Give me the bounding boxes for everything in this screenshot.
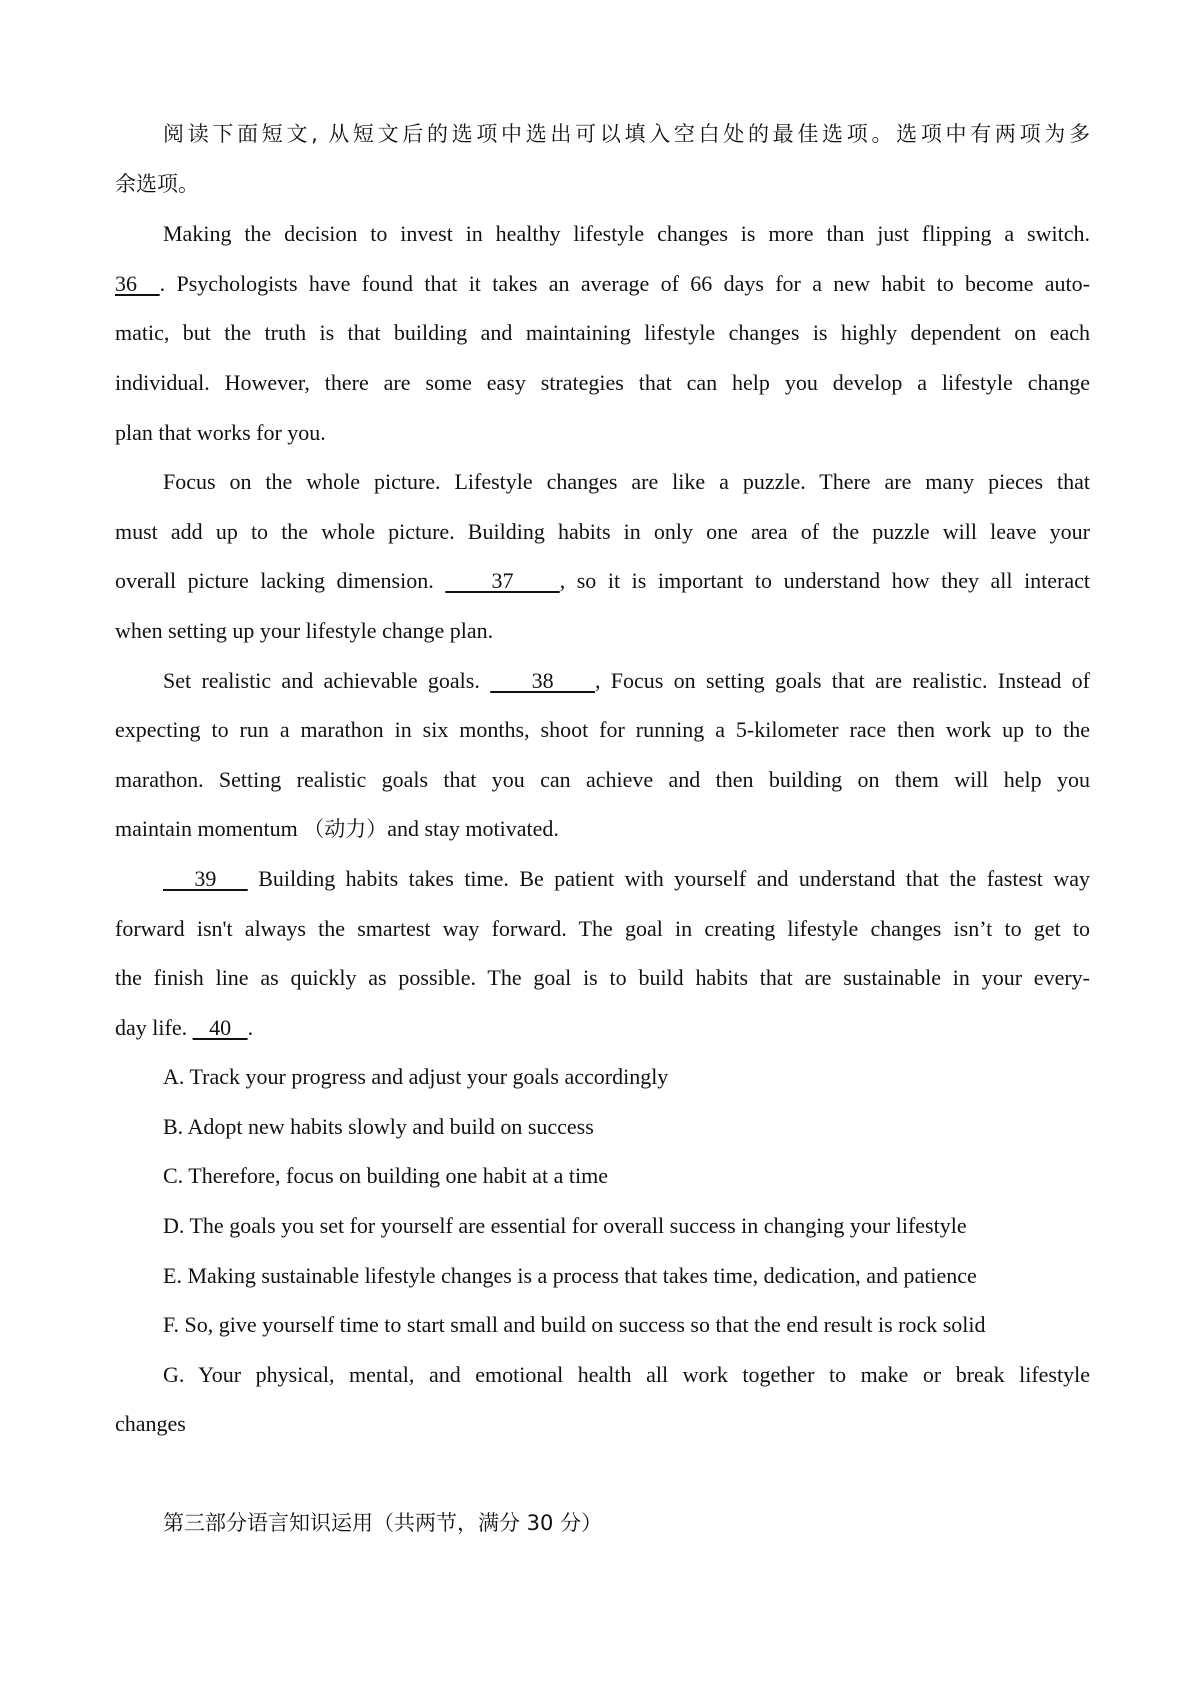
p2-line-3 [115, 556, 1090, 606]
p1-line-3: matic, but the truth is that building and maintaining lifestyle changes is highly dependent on each [115, 320, 1090, 346]
option-a: A. Track your progress and adjust your goals accordingly [163, 1064, 669, 1090]
p3-line-1b: , Focus on setting goals that are realistic. Instead of [594, 667, 1090, 693]
p3-line-2: expecting to run a marathon in six months, shoot for running a 5-kilometer race then work up to the [115, 717, 1090, 743]
p1-line-5: plan that works for you. [115, 419, 326, 445]
p1-line-1: Making the decision to invest in healthy lifestyle changes is more than just flipping a switch. [163, 221, 1090, 247]
instructions-line-2: 余选项。 [115, 171, 199, 196]
exam-page [115, 110, 1090, 1548]
blank-38: 38 [490, 667, 595, 693]
option-b: B. Adopt new habits slowly and build on success [163, 1113, 594, 1139]
instructions-line-1: 阅读下面短文, 从短文后的选项中选出可以填入空白处的最佳选项。选项中有两项为多 [163, 122, 1090, 146]
p3-line-1a: Set realistic and achievable goals. [163, 667, 480, 693]
section-spacer [115, 1449, 1090, 1499]
p4-line-4 [115, 1003, 1090, 1053]
option-g-line-2: changes [115, 1411, 186, 1437]
p1-line-4: individual. However, there are some easy strategies that can help you develop a lifestyle change [115, 369, 1090, 395]
p4-line-4b: . [247, 1014, 254, 1040]
option-f: F. So, give yourself time to start small and build on success so that the end result is rock solid [163, 1312, 986, 1338]
p2-line-2: must add up to the whole picture. Building habits in only one area of the puzzle will leave your [115, 518, 1090, 544]
option-c: C. Therefore, focus on building one habit at a time [163, 1163, 608, 1189]
p2-line-3a: overall picture lacking dimension. [115, 568, 434, 594]
p4-line-3: the finish line as quickly as possible. The goal is to build habits that are sustainable in your every- [115, 965, 1090, 991]
p2-line-1: Focus on the whole picture. Lifestyle changes are like a puzzle. There are many pieces that [163, 469, 1090, 495]
blank-39: 39 [163, 865, 248, 891]
p1-line-2-text: . Psychologists have found that it takes an average of 66 days for a new habit to become auto- [159, 270, 1090, 296]
option-g-line-1: G. Your physical, mental, and emotional health all work together to make or break lifestyle [163, 1361, 1090, 1387]
option-e: E. Making sustainable lifestyle changes is a process that takes time, dedication, and patience [163, 1262, 977, 1288]
p3-line-3: marathon. Setting realistic goals that you can achieve and then building on them will help you [115, 766, 1090, 792]
p3-gloss-zh: （动力） [303, 817, 388, 842]
p3-line-4 [115, 804, 1090, 854]
p2-line-3b: , so it is important to understand how they all interact [559, 568, 1091, 594]
p4-line-1-text: Building habits takes time. Be patient with yourself and understand that the fastest way [247, 865, 1091, 891]
section-heading: 第三部分语言知识运用（共两节，满分 30 分） [163, 1510, 603, 1535]
p3-line-1 [115, 656, 1090, 706]
blank-40: 40 [192, 1014, 248, 1040]
blank-37: 37 [445, 568, 560, 594]
option-d: D. The goals you set for yourself are essential for overall success in changing your lifestyle [163, 1213, 967, 1239]
p2-line-4: when setting up your lifestyle change plan. [115, 617, 494, 643]
p1-line-2 [115, 259, 1090, 309]
blank-36: 36 [115, 270, 160, 296]
p3-line-4b: and stay motivated. [387, 816, 559, 842]
p3-line-4a: maintain momentum [115, 816, 298, 842]
p4-line-1 [115, 854, 1090, 904]
p4-line-4a: day life. [115, 1014, 188, 1040]
p4-line-2: forward isn't always the smartest way forward. The goal in creating lifestyle changes isn’t to get to [115, 915, 1090, 941]
